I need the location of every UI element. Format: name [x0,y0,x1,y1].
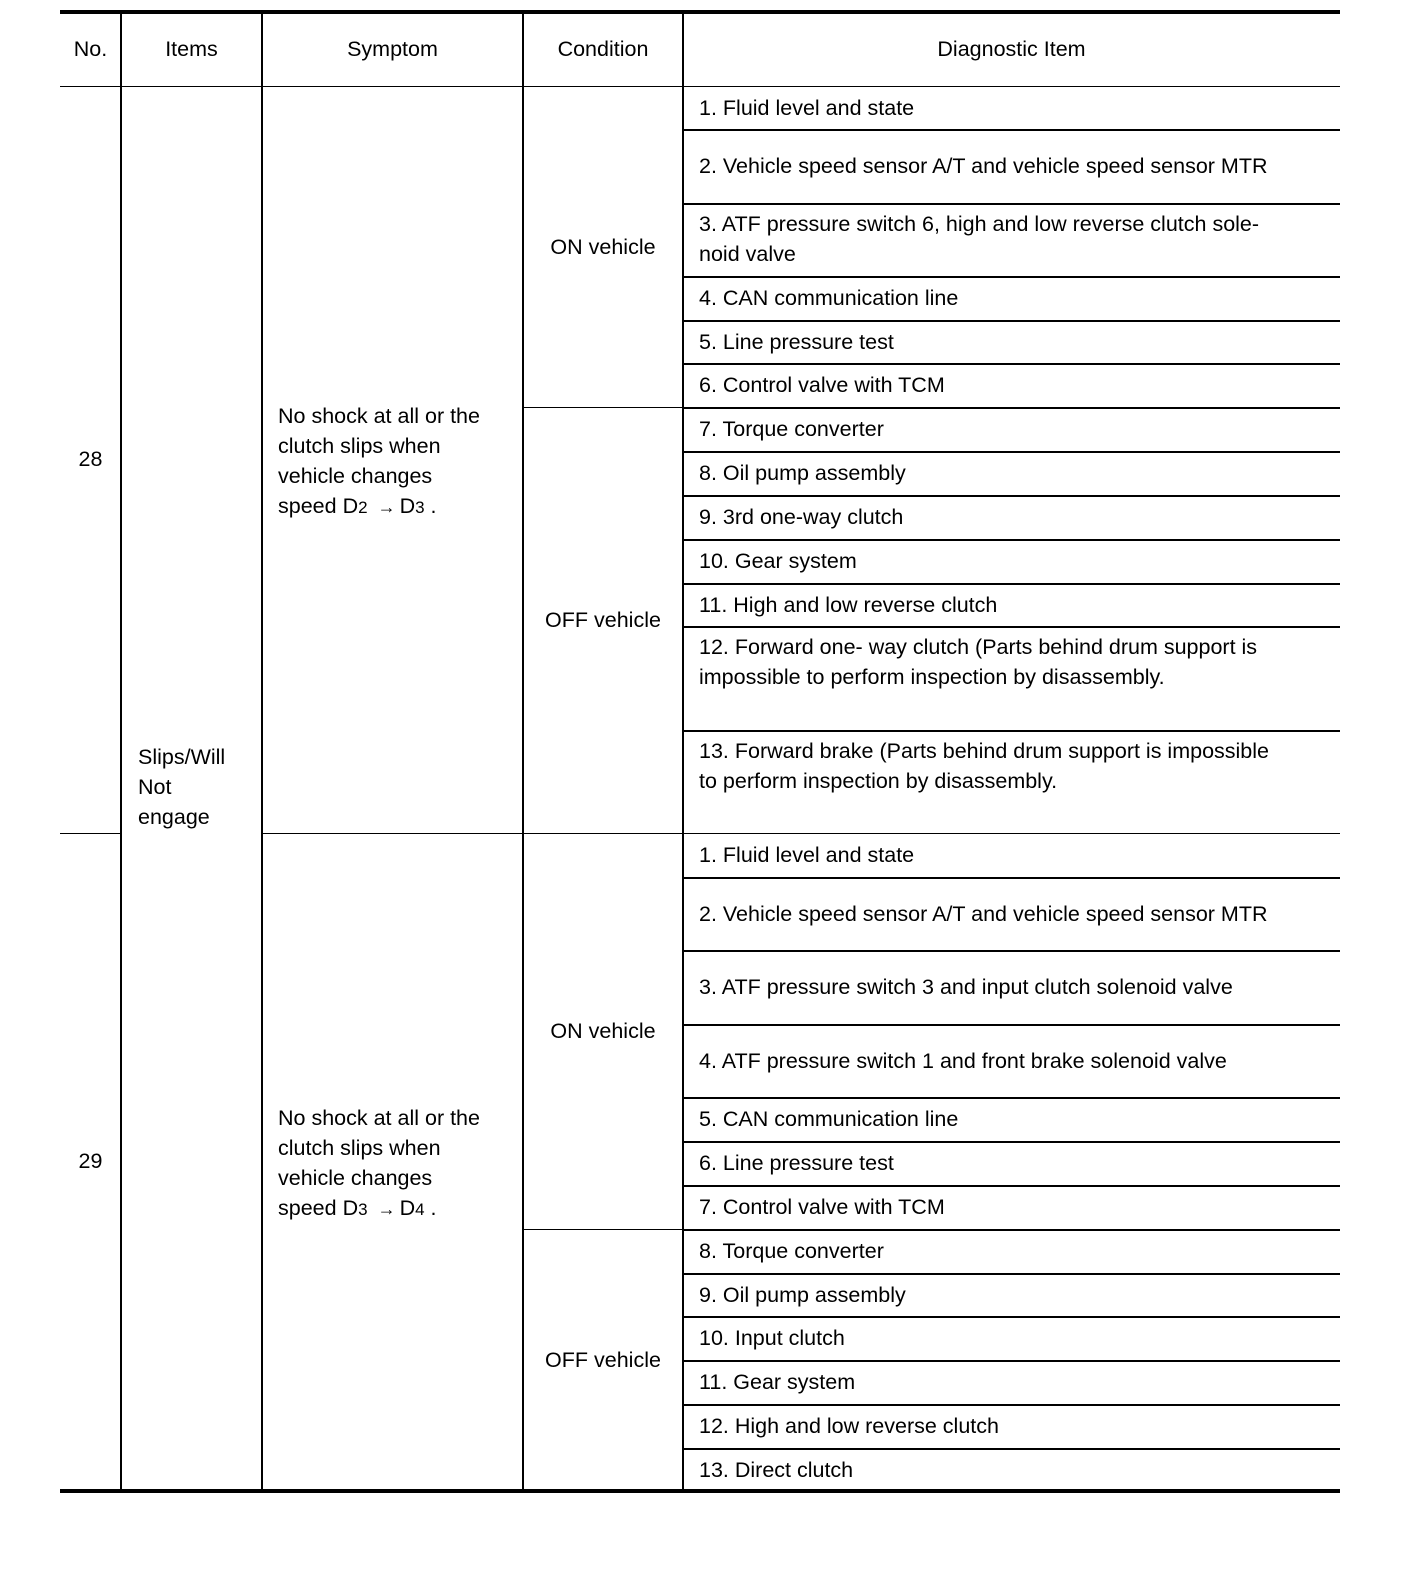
diagnostic-divider [683,451,1340,453]
speed-from-sub: 3 [358,1200,368,1219]
transition-arrow: → [377,496,396,517]
transition-arrow: → [377,1199,396,1219]
speed-end: . [424,1196,437,1220]
diagnostic-divider [683,407,1340,409]
speed-from-sub: 2 [358,497,368,517]
condition-off-vehicle: OFF vehicle [545,608,661,632]
diagnostic-item: 9. 3rd one-way clutch [699,505,904,529]
speed-to-sub: 4 [415,1200,425,1219]
diagnostic-item: 6. Line pressure test [699,1151,894,1175]
symptom-speed-line [278,491,437,523]
diagnostic-divider [683,877,1340,879]
diagnostic-item: 3. ATF pressure switch 6, high and low reverse clutch sole- [699,212,1260,236]
diagnostic-divider [683,539,1340,541]
speed-from: D [342,493,359,518]
header-symptom: Symptom [347,37,438,61]
diagnostic-item: 5. CAN communication line [699,1107,959,1131]
diagnostic-item: 13. Direct clutch [699,1457,854,1482]
condition-on-vehicle: ON vehicle [550,234,656,259]
diagnostic-divider [683,730,1340,732]
diagnostic-divider [683,129,1340,131]
diagnostic-divider [683,1448,1340,1450]
symptom-line: No shock at all or the [278,403,480,428]
diagnostic-item: 8. Torque converter [699,1239,884,1263]
table-top-rule [60,10,1340,14]
speed-from: D [342,1196,359,1220]
diagnostic-divider [683,1316,1340,1318]
diagnostic-item: 10. Gear system [699,549,857,573]
condition-on-vehicle: ON vehicle [550,1019,656,1043]
speed-to: D [399,493,416,518]
diagnostic-divider [683,1185,1340,1187]
diagnostic-divider [683,950,1340,952]
header-items: Items [165,37,218,61]
items-value-line: Not [138,775,172,799]
column-divider [120,12,122,1491]
diagnostic-item: 6. Control valve with TCM [699,373,945,397]
diagnostic-item: impossible to perform inspection by disassembly. [699,665,1165,689]
diagnostic-divider [683,1141,1340,1143]
diagnostic-item: 5. Line pressure test [699,329,894,354]
diagnostic-item: 7. Control valve with TCM [699,1195,945,1219]
diagnostic-divider [683,1229,1340,1231]
row-divider [262,833,1340,834]
row-number: 28 [78,446,103,471]
diagnostic-item: 1. Fluid level and state [699,95,915,120]
header-condition: Condition [557,37,649,61]
header-divider [60,86,1340,87]
diagnostic-item: 12. Forward one- way clutch (Parts behind drum support is [699,635,1258,659]
diagnostic-divider [683,320,1340,322]
diagnostic-item: 10. Input clutch [699,1326,845,1350]
symptom-line: No shock at all or the [278,1106,480,1130]
diagnostic-divider [683,495,1340,497]
speed-word: speed [278,493,337,518]
diagnostic-item: 3. ATF pressure switch 3 and input clutch solenoid valve [699,975,1233,999]
speed-to: D [399,1196,416,1220]
table-bottom-rule [60,1489,1340,1493]
diagnostic-item: noid valve [699,242,796,266]
row-number: 29 [78,1149,103,1173]
diagnostic-item: 1. Fluid level and state [699,843,915,867]
diagnostic-divider [683,1273,1340,1275]
diagnostic-divider [683,1404,1340,1406]
items-value-line: Slips/Will [138,745,226,769]
header-diagnostic-item: Diagnostic Item [937,37,1086,61]
diagnostic-divider [683,1097,1340,1099]
diagnostic-divider [683,1360,1340,1362]
condition-off-vehicle: OFF vehicle [545,1348,661,1372]
diagnostic-item: 2. Vehicle speed sensor A/T and vehicle speed sensor MTR [699,154,1268,178]
diagnostic-divider [683,276,1340,278]
items-value-line: engage [138,805,210,829]
diagnostic-divider [683,626,1340,628]
diagnostic-item: 4. ATF pressure switch 1 and front brake solenoid valve [699,1048,1227,1073]
diagnostic-item: 13. Forward brake (Parts behind drum support is impossible [699,739,1270,763]
symptom-speed-line [278,1193,437,1225]
symptom-line: clutch slips when [278,433,441,458]
condition-divider [523,1229,683,1230]
row-divider [60,833,121,834]
condition-divider [523,407,683,408]
diagnostic-item: 7. Torque converter [699,417,884,441]
speed-word: speed [278,1196,337,1220]
diagnostic-item: 11. High and low reverse clutch [699,592,998,617]
diagnostic-item: 9. Oil pump assembly [699,1282,906,1307]
diagnostic-divider [683,363,1340,365]
diagnostic-item: 4. CAN communication line [699,286,959,310]
diagnostic-item: 11. Gear system [699,1370,856,1394]
speed-end: . [424,493,437,518]
symptom-line: clutch slips when [278,1136,441,1160]
diagnostic-item: 2. Vehicle speed sensor A/T and vehicle speed sensor MTR [699,901,1268,926]
symptom-line: vehicle changes [278,463,433,488]
column-divider [261,12,263,1491]
diagnostic-item: to perform inspection by disassembly. [699,769,1058,793]
speed-to-sub: 3 [415,497,425,517]
diagnostic-divider [683,203,1340,205]
header-no: No. [73,37,108,61]
diagnostic-item: 8. Oil pump assembly [699,461,906,485]
diagnostic-divider [683,1024,1340,1026]
symptom-line: vehicle changes [278,1166,433,1190]
diagnostic-divider [683,583,1340,585]
diagnostic-item: 12. High and low reverse clutch [699,1414,999,1438]
